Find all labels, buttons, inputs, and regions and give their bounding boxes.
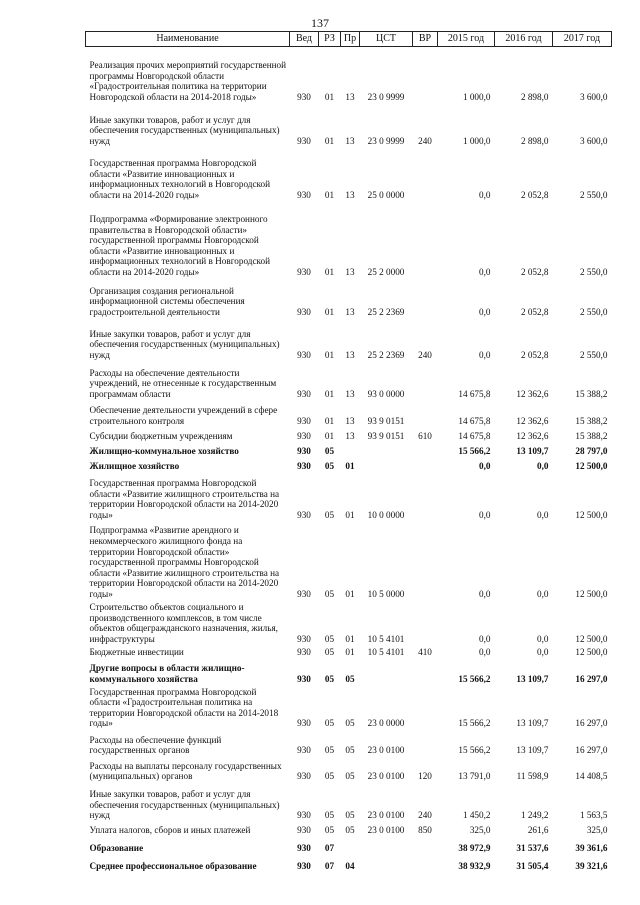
cell-2017: 325,0 xyxy=(586,825,608,836)
cell-name: Государственная программа Новгородской области «Градостроительная политика на территории Новгородской области на 2014-2018 годы» xyxy=(89,686,279,729)
cell-cst: 93 9 0151 xyxy=(367,430,405,441)
cell-2017: 14 408,5 xyxy=(575,771,608,782)
cell-cst: 25 2 0000 xyxy=(367,266,405,277)
cell-ved: 930 xyxy=(297,843,311,854)
cell-cst: 23 0 0100 xyxy=(367,825,405,836)
cell-name: Иные закупки товаров, работ и услуг для обеспечения государственных (муниципальных) нужд xyxy=(89,789,280,821)
cell-ved: 930 xyxy=(297,810,311,821)
cell-vr xyxy=(413,836,438,854)
header-2017: 2017 год xyxy=(553,32,612,47)
cell-2015: 325,0 xyxy=(469,825,491,836)
cell-ved: 930 xyxy=(297,430,311,441)
cell-pr: 13 xyxy=(345,135,355,146)
cell-2016: 0,0 xyxy=(537,509,549,520)
cell-rz: 05 xyxy=(324,633,335,644)
cell-2017: 28 797,0 xyxy=(575,445,608,456)
cell-2016: 2 052,8 xyxy=(520,306,549,317)
cell-2017: 12 500,0 xyxy=(575,646,608,657)
cell-2015: 0,0 xyxy=(479,509,491,520)
cell-cst: 93 9 0151 xyxy=(367,415,405,426)
cell-pr xyxy=(341,442,360,457)
cell-2017: 2 550,0 xyxy=(579,189,608,200)
cell-ved: 930 xyxy=(297,135,311,146)
header-2015: 2015 год xyxy=(438,32,495,47)
cell-name: Расходы на обеспечение деятельности учреждений, не отнесенные к государственным программам области xyxy=(89,367,277,399)
cell-ved: 930 xyxy=(297,633,311,644)
cell-rz: 07 xyxy=(324,861,335,872)
table-row xyxy=(86,854,612,872)
cell-cst: 25 2 2369 xyxy=(367,349,405,360)
cell-rz: 05 xyxy=(324,509,335,520)
cell-rz: 05 xyxy=(324,673,335,684)
table-row xyxy=(86,457,612,472)
cell-name: Реализация прочих мероприятий государственной программы Новгородской области «Градостроительная политика на территории Новгородской области на 2014-2018 годы» xyxy=(89,60,287,102)
cell-rz: 01 xyxy=(324,266,335,277)
cell-2017: 15 388,2 xyxy=(575,415,608,426)
cell-2016: 2 052,8 xyxy=(520,266,549,277)
cell-2016: 12 362,6 xyxy=(516,430,549,441)
cell-rz: 05 xyxy=(324,810,335,821)
cell-pr: 01 xyxy=(345,588,355,599)
cell-2015: 0,0 xyxy=(479,460,491,471)
cell-pr: 13 xyxy=(345,388,355,399)
table-header-row xyxy=(86,32,612,47)
cell-ved: 930 xyxy=(297,646,311,657)
cell-ved: 930 xyxy=(297,266,311,277)
table-row xyxy=(86,278,612,318)
cell-rz: 01 xyxy=(324,349,335,360)
cell-2016: 12 362,6 xyxy=(516,388,549,399)
cell-rz: 05 xyxy=(324,445,335,456)
cell-2017: 16 297,0 xyxy=(575,673,608,684)
header-cst: ЦСТ xyxy=(360,32,413,47)
cell-vr xyxy=(413,457,438,472)
cell-cst: 23 0 0100 xyxy=(367,771,405,782)
cell-2017: 3 600,0 xyxy=(579,135,608,146)
cell-pr: 05 xyxy=(345,771,355,782)
table-row xyxy=(86,472,612,521)
table-row xyxy=(86,645,612,658)
cell-2015: 38 972,9 xyxy=(458,843,491,854)
cell-rz: 05 xyxy=(324,745,335,756)
cell-name: Иные закупки товаров, работ и услуг для обеспечения государственных (муниципальных) нужд xyxy=(89,328,280,360)
cell-ved: 930 xyxy=(297,460,311,471)
cell-2015: 14 675,8 xyxy=(458,388,491,399)
cell-vr xyxy=(413,278,438,318)
cell-vr xyxy=(413,729,438,756)
cell-pr: 01 xyxy=(345,646,355,657)
cell-ved: 930 xyxy=(297,415,311,426)
table-row xyxy=(86,442,612,457)
table-row xyxy=(86,400,612,427)
cell-2017: 12 500,0 xyxy=(575,633,608,644)
cell-2017: 2 550,0 xyxy=(579,266,608,277)
cell-name: Подпрограмма «Формирование электронного правительства в Новгородской области» государственной программы Новгородской области «Развитие инновационных и информационных технологий в Новгородской области на 2014-2020 годы» xyxy=(89,213,271,277)
cell-2015: 0,0 xyxy=(479,646,491,657)
cell-vr xyxy=(413,854,438,872)
cell-ved: 930 xyxy=(297,825,311,836)
cell-2017: 16 297,0 xyxy=(575,745,608,756)
cell-2015: 38 932,9 xyxy=(458,861,491,872)
cell-cst xyxy=(360,457,413,472)
table-row xyxy=(86,836,612,854)
cell-rz: 05 xyxy=(324,771,335,782)
cell-2017: 39 361,6 xyxy=(575,843,608,854)
cell-2015: 0,0 xyxy=(479,633,491,644)
cell-rz: 01 xyxy=(324,135,335,146)
cell-name: Расходы на выплаты персоналу государственных (муниципальных) органов xyxy=(89,760,282,782)
cell-2016: 2 898,0 xyxy=(520,91,549,102)
table-row xyxy=(86,821,612,836)
cell-vr: 410 xyxy=(418,646,432,657)
cell-rz: 05 xyxy=(324,825,335,836)
cell-cst: 23 0 9999 xyxy=(367,135,405,146)
cell-2016: 13 109,7 xyxy=(516,745,549,756)
cell-rz: 01 xyxy=(324,189,335,200)
cell-2015: 1 000,0 xyxy=(462,91,491,102)
table-row xyxy=(86,521,612,600)
cell-2017: 15 388,2 xyxy=(575,388,608,399)
cell-pr: 01 xyxy=(345,633,355,644)
cell-rz: 01 xyxy=(324,388,335,399)
cell-name: Другие вопросы в области жилищно-коммунального хозяйства xyxy=(89,663,245,684)
cell-pr: 05 xyxy=(345,745,355,756)
cell-2015: 0,0 xyxy=(479,588,491,599)
cell-name: Субсидии бюджетным учреждениям xyxy=(89,430,233,441)
cell-pr: 13 xyxy=(345,415,355,426)
cell-name: Иные закупки товаров, работ и услуг для обеспечения государственных (муниципальных) нужд xyxy=(89,114,280,146)
cell-name: Государственная программа Новгородской области «Развитие инновационных и информационных технологий в Новгородской области на 2014-2020 годы» xyxy=(89,158,271,200)
cell-2016: 0,0 xyxy=(537,588,549,599)
cell-cst xyxy=(360,442,413,457)
cell-vr: 120 xyxy=(418,771,432,782)
cell-cst: 23 0 0100 xyxy=(367,810,405,821)
cell-ved: 930 xyxy=(297,349,311,360)
cell-2016: 31 537,6 xyxy=(516,843,549,854)
cell-2016: 11 598,9 xyxy=(516,771,549,782)
cell-cst: 23 0 9999 xyxy=(367,91,405,102)
cell-name: Бюджетные инвестиции xyxy=(89,646,184,657)
header-pr: Пр xyxy=(341,32,360,47)
cell-cst: 10 0 0000 xyxy=(367,509,405,520)
cell-2017: 39 321,6 xyxy=(575,861,608,872)
cell-pr: 13 xyxy=(345,91,355,102)
cell-2016: 0,0 xyxy=(537,460,549,471)
cell-name: Строительство объектов социального и производственного комплексов, в том числе объектов общегражданского назначения, жилья, инфраструктуры xyxy=(89,602,278,644)
cell-2015: 0,0 xyxy=(479,349,491,360)
cell-ved: 930 xyxy=(297,861,311,872)
table-row xyxy=(86,361,612,400)
table-row xyxy=(86,147,612,201)
table-row xyxy=(86,427,612,442)
cell-pr: 05 xyxy=(345,810,355,821)
cell-pr: 13 xyxy=(345,189,355,200)
cell-vr xyxy=(413,472,438,521)
table-body xyxy=(86,47,612,872)
cell-pr: 05 xyxy=(345,825,355,836)
cell-name: Государственная программа Новгородской области «Развитие жилищного строительства на территории Новгородской области на 2014-2020 годы» xyxy=(89,478,280,520)
cell-ved: 930 xyxy=(297,306,311,317)
cell-2015: 1 450,2 xyxy=(462,810,491,821)
cell-vr xyxy=(413,47,438,103)
table-row xyxy=(86,600,612,645)
cell-2017: 3 600,0 xyxy=(579,91,608,102)
cell-cst: 23 0 0100 xyxy=(367,745,405,756)
cell-vr: 240 xyxy=(418,135,432,146)
cell-rz: 07 xyxy=(324,843,335,854)
cell-2016: 13 109,7 xyxy=(516,718,549,729)
budget-table xyxy=(85,31,612,872)
cell-2016: 0,0 xyxy=(537,633,549,644)
cell-cst: 10 5 0000 xyxy=(367,588,405,599)
cell-ved: 930 xyxy=(297,445,311,456)
cell-2015: 0,0 xyxy=(479,189,491,200)
cell-rz: 05 xyxy=(324,646,335,657)
cell-ved: 930 xyxy=(297,745,311,756)
cell-name: Расходы на обеспечение функций государственных органов xyxy=(89,734,222,756)
cell-pr: 13 xyxy=(345,306,355,317)
table-row xyxy=(86,685,612,729)
cell-2017: 16 297,0 xyxy=(575,718,608,729)
cell-2017: 2 550,0 xyxy=(579,306,608,317)
cell-2016: 261,6 xyxy=(527,825,549,836)
cell-2016: 0,0 xyxy=(537,646,549,657)
cell-cst: 23 0 0000 xyxy=(367,718,405,729)
cell-vr: 610 xyxy=(418,430,432,441)
cell-2015: 14 675,8 xyxy=(458,430,491,441)
cell-ved: 930 xyxy=(297,771,311,782)
cell-cst xyxy=(360,658,413,685)
cell-2016: 2 052,8 xyxy=(520,189,549,200)
cell-pr: 05 xyxy=(345,718,355,729)
cell-rz: 01 xyxy=(324,306,335,317)
cell-2015: 1 000,0 xyxy=(462,135,491,146)
cell-vr: 240 xyxy=(418,810,432,821)
cell-pr: 13 xyxy=(345,349,355,360)
table-row xyxy=(86,729,612,756)
table-row xyxy=(86,47,612,103)
cell-pr: 01 xyxy=(345,460,355,471)
cell-pr: 04 xyxy=(345,861,355,872)
table-row xyxy=(86,782,612,821)
cell-cst: 10 5 4101 xyxy=(367,646,405,657)
cell-ved: 930 xyxy=(297,588,311,599)
cell-rz: 01 xyxy=(324,91,335,102)
cell-2016: 1 249,2 xyxy=(520,810,549,821)
page-number: 137 xyxy=(311,16,329,30)
cell-rz: 01 xyxy=(324,430,335,441)
cell-2016: 31 505,4 xyxy=(516,861,549,872)
cell-rz: 01 xyxy=(324,415,335,426)
cell-name: Организация создания региональной информационной системы обеспечения градостроительной деятельности xyxy=(89,285,245,317)
cell-ved: 930 xyxy=(297,509,311,520)
cell-2016: 13 109,7 xyxy=(516,445,549,456)
header-name: Наименование xyxy=(86,32,290,47)
cell-vr xyxy=(413,442,438,457)
cell-vr xyxy=(413,400,438,427)
cell-2017: 12 500,0 xyxy=(575,509,608,520)
header-vr: ВР xyxy=(413,32,438,47)
cell-vr xyxy=(413,685,438,729)
table-row xyxy=(86,103,612,147)
cell-vr xyxy=(413,147,438,201)
cell-name: Подпрограмма «Развитие арендного и некоммерческого жилищного фонда на территории Новгородской области» государственной программы Новгородской области «Развитие жилищного строительства на территории Новгородской области на 2014-2020 годы» xyxy=(89,525,280,599)
cell-name: Образование xyxy=(89,843,144,854)
cell-vr xyxy=(413,521,438,600)
cell-vr: 240 xyxy=(418,349,432,360)
header-rz: РЗ xyxy=(319,32,341,47)
cell-2017: 12 500,0 xyxy=(575,588,608,599)
cell-2015: 15 566,2 xyxy=(458,745,491,756)
cell-pr: 13 xyxy=(345,266,355,277)
cell-2017: 15 388,2 xyxy=(575,430,608,441)
cell-2016: 13 109,7 xyxy=(516,673,549,684)
cell-pr: 05 xyxy=(345,673,355,684)
cell-vr xyxy=(413,600,438,645)
header-2016: 2016 год xyxy=(495,32,553,47)
cell-name: Уплата налогов, сборов и иных платежей xyxy=(89,825,251,836)
cell-rz: 05 xyxy=(324,460,335,471)
cell-name: Обеспечение деятельности учреждений в сфере строительного контроля xyxy=(89,405,278,426)
cell-ved: 930 xyxy=(297,718,311,729)
table-row xyxy=(86,201,612,278)
cell-ved: 930 xyxy=(297,91,311,102)
cell-rz: 05 xyxy=(324,718,335,729)
cell-vr xyxy=(413,658,438,685)
cell-vr xyxy=(413,361,438,400)
cell-2015: 14 675,8 xyxy=(458,415,491,426)
table-row xyxy=(86,658,612,685)
cell-ved: 930 xyxy=(297,673,311,684)
cell-name: Жилищно-коммунальное хозяйство xyxy=(89,445,239,456)
cell-2016: 2 052,8 xyxy=(520,349,549,360)
cell-cst: 25 0 0000 xyxy=(367,189,405,200)
cell-cst: 25 2 2369 xyxy=(367,306,405,317)
cell-name: Жилищное хозяйство xyxy=(89,460,180,471)
cell-ved: 930 xyxy=(297,189,311,200)
cell-pr: 01 xyxy=(345,509,355,520)
cell-2015: 0,0 xyxy=(479,266,491,277)
cell-2015: 0,0 xyxy=(479,306,491,317)
cell-ved: 930 xyxy=(297,388,311,399)
cell-2015: 15 566,2 xyxy=(458,445,491,456)
header-ved: Вед xyxy=(290,32,319,47)
cell-pr xyxy=(341,836,360,854)
cell-cst xyxy=(360,854,413,872)
cell-2016: 2 898,0 xyxy=(520,135,549,146)
cell-cst: 93 0 0000 xyxy=(367,388,405,399)
cell-cst xyxy=(360,836,413,854)
cell-vr: 850 xyxy=(418,825,432,836)
cell-2015: 13 791,0 xyxy=(458,771,491,782)
cell-2017: 2 550,0 xyxy=(579,349,608,360)
cell-name: Среднее профессиональное образование xyxy=(89,861,257,872)
table-row xyxy=(86,756,612,782)
table-row xyxy=(86,318,612,361)
cell-rz: 05 xyxy=(324,588,335,599)
cell-vr xyxy=(413,201,438,278)
cell-2017: 12 500,0 xyxy=(575,460,608,471)
cell-cst: 10 5 4101 xyxy=(367,633,405,644)
cell-pr: 13 xyxy=(345,430,355,441)
cell-2015: 15 566,2 xyxy=(458,673,491,684)
cell-2017: 1 563,5 xyxy=(579,810,608,821)
cell-2016: 12 362,6 xyxy=(516,415,549,426)
cell-2015: 15 566,2 xyxy=(458,718,491,729)
